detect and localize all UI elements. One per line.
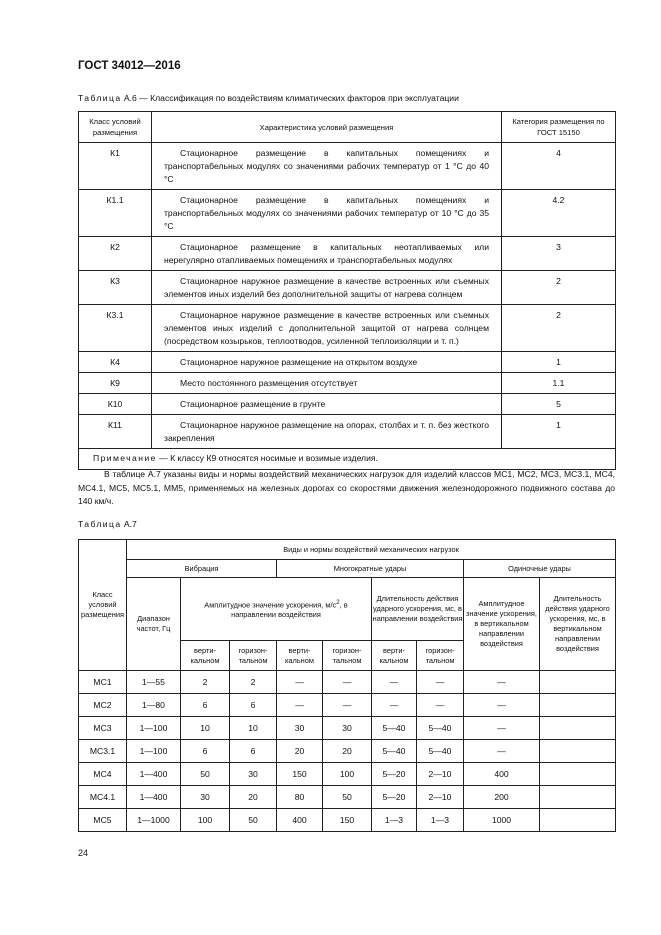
- row-single-duration: [540, 671, 616, 694]
- header-single-amplitude: Амплитудное значение ускорения, в вертикальном направлении воздействия: [464, 578, 540, 671]
- row-multi-horizontal: 150: [323, 809, 372, 832]
- table-row: [79, 717, 616, 740]
- row-single-amplitude: 200: [464, 786, 540, 809]
- table-row: [79, 671, 616, 694]
- row-characteristic-text: Стационарное размещение в грунте: [180, 399, 326, 409]
- row-vib-horizontal: 6: [230, 694, 277, 717]
- row-dur-horizontal: 2—10: [417, 786, 464, 809]
- row-characteristic-text: Место постоянного размещения отсутствует: [180, 378, 358, 388]
- row-vib-horizontal: 20: [230, 786, 277, 809]
- row-class: МС4.1: [79, 786, 127, 809]
- table-row: [79, 237, 616, 271]
- note-text: — К классу К9 относятся носимые и возимые изделия.: [156, 453, 378, 463]
- row-class: МС3.1: [79, 740, 127, 763]
- row-frequency-range: 1—400: [127, 786, 181, 809]
- row-dur-vertical: 5—20: [372, 763, 417, 786]
- header-vibration: Вибрация: [127, 560, 277, 578]
- table-row: [79, 809, 616, 832]
- row-category: 2: [502, 305, 616, 352]
- body-paragraph: [78, 468, 615, 509]
- row-multi-horizontal: 30: [323, 717, 372, 740]
- table-row: [79, 786, 616, 809]
- row-characteristic: [152, 271, 502, 305]
- header-horizontal: горизон-тальном: [323, 641, 372, 671]
- row-multi-horizontal: —: [323, 671, 372, 694]
- row-single-amplitude: —: [464, 717, 540, 740]
- table-row: [79, 763, 616, 786]
- row-class: К1.1: [79, 190, 152, 237]
- row-dur-vertical: 5—40: [372, 740, 417, 763]
- row-multi-horizontal: —: [323, 694, 372, 717]
- row-category: 1: [502, 415, 616, 449]
- row-vib-horizontal: 10: [230, 717, 277, 740]
- row-class: К9: [79, 373, 152, 394]
- row-category: 1: [502, 352, 616, 373]
- table-row: [79, 143, 616, 190]
- row-vib-horizontal: 6: [230, 740, 277, 763]
- row-dur-horizontal: 2—10: [417, 763, 464, 786]
- header-vertical: верти-кальном: [372, 641, 417, 671]
- row-class: МС3: [79, 717, 127, 740]
- row-multi-vertical: 30: [277, 717, 323, 740]
- table-a7-caption: [78, 519, 137, 529]
- row-vib-horizontal: 30: [230, 763, 277, 786]
- row-characteristic-text: Стационарное размещение в капитальных неотапливаемых или нерегулярно отапливаемых помещениях и транспортабельных модулях: [164, 242, 489, 265]
- row-frequency-range: 1—80: [127, 694, 181, 717]
- row-characteristic-text: Стационарное наружное размещение на опорах, столбах и т. п. без жесткого закрепления: [164, 420, 489, 443]
- row-dur-horizontal: —: [417, 694, 464, 717]
- row-class: К11: [79, 415, 152, 449]
- row-characteristic-text: Стационарное наружное размещение в качестве встроенных или съемных элементов иных изделий с дополнительной защитой от нагрева солнцем (посредством козырьков, теплоотводов, усиленной теплоизоляции и т. п.): [164, 310, 489, 346]
- table-row: [79, 305, 616, 352]
- table-row: [79, 694, 616, 717]
- row-category: 2: [502, 271, 616, 305]
- note-label: Примечание: [93, 453, 157, 463]
- header-duration: Длительность действия ударного ускорения, мс, в направлении воздействия: [372, 578, 464, 641]
- row-single-duration: [540, 740, 616, 763]
- caption-label: Таблица: [78, 93, 122, 103]
- table-row: [79, 352, 616, 373]
- row-vib-vertical: 10: [181, 717, 230, 740]
- row-multi-vertical: —: [277, 694, 323, 717]
- caption-label: Таблица: [78, 519, 122, 529]
- header-class: Класс условий размещения: [79, 540, 127, 671]
- row-dur-vertical: —: [372, 671, 417, 694]
- table-a6-body: [79, 143, 616, 449]
- table-row: [79, 394, 616, 415]
- row-characteristic: [152, 143, 502, 190]
- row-frequency-range: 1—100: [127, 740, 181, 763]
- header-single-shocks: Одиночные удары: [464, 560, 616, 578]
- table-a6: [78, 111, 616, 470]
- table-row: [79, 373, 616, 394]
- caption-text: А.6 — Классификация по воздействиям климатических факторов при эксплуатации: [121, 93, 459, 103]
- row-single-amplitude: —: [464, 694, 540, 717]
- table-a7: [78, 539, 616, 832]
- row-frequency-range: 1—100: [127, 717, 181, 740]
- table-a6-note-row: [79, 449, 616, 470]
- header-multiple-shocks: Многократные удары: [277, 560, 464, 578]
- row-single-amplitude: 1000: [464, 809, 540, 832]
- row-multi-vertical: 20: [277, 740, 323, 763]
- row-class: К1: [79, 143, 152, 190]
- row-multi-horizontal: 20: [323, 740, 372, 763]
- header-main: Виды и нормы воздействий механических нагрузок: [127, 540, 616, 560]
- row-class: МС4: [79, 763, 127, 786]
- header-single-duration: Длительность действия ударного ускорения, мс, в вертикальном направлении воздействия: [540, 578, 616, 671]
- row-category: 5: [502, 394, 616, 415]
- table-row: [79, 740, 616, 763]
- table-a7-body: [79, 671, 616, 832]
- row-dur-horizontal: —: [417, 671, 464, 694]
- row-vib-horizontal: 50: [230, 809, 277, 832]
- row-multi-horizontal: 50: [323, 786, 372, 809]
- page-number: 24: [78, 848, 89, 858]
- row-single-duration: [540, 763, 616, 786]
- row-dur-vertical: 1—3: [372, 809, 417, 832]
- header-vertical: верти-кальном: [181, 641, 230, 671]
- header-amplitude-sup: 2: [336, 598, 340, 606]
- body-paragraph-text: В таблице А.7 указаны виды и нормы воздействий механических нагрузок для изделий классов МС1, МС2, МС3, МС3.1, МС4, МС4.1, МС5, МС5.1, ММ5, применяемых на железных дорогах со скоростями движения железнодорожного подвижного состава до 140 км/ч.: [78, 469, 615, 506]
- row-vib-vertical: 2: [181, 671, 230, 694]
- row-dur-horizontal: 5—40: [417, 717, 464, 740]
- row-characteristic-text: Стационарное наружное размещение в качестве встроенных или съемных элементов иных изделий без дополнительной защиты от нагрева солнцем: [164, 276, 489, 299]
- row-multi-vertical: 80: [277, 786, 323, 809]
- row-class: К3.1: [79, 305, 152, 352]
- header-vertical: верти-кальном: [277, 641, 323, 671]
- row-characteristic: [152, 373, 502, 394]
- header-amplitude: [181, 578, 372, 641]
- row-dur-horizontal: 1—3: [417, 809, 464, 832]
- header-horizontal: горизон-тальном: [417, 641, 464, 671]
- row-single-amplitude: —: [464, 671, 540, 694]
- row-frequency-range: 1—55: [127, 671, 181, 694]
- row-dur-vertical: 5—40: [372, 717, 417, 740]
- row-vib-horizontal: 2: [230, 671, 277, 694]
- row-frequency-range: 1—1000: [127, 809, 181, 832]
- row-vib-vertical: 100: [181, 809, 230, 832]
- row-dur-horizontal: 5—40: [417, 740, 464, 763]
- row-class: К3: [79, 271, 152, 305]
- row-class: МС1: [79, 671, 127, 694]
- header-frequency-range: Диапазон частот, Гц: [127, 578, 181, 671]
- row-single-amplitude: 400: [464, 763, 540, 786]
- header-characteristic: Характеристика условий размещения: [152, 112, 502, 143]
- row-single-duration: [540, 786, 616, 809]
- row-single-duration: [540, 809, 616, 832]
- row-category: 4: [502, 143, 616, 190]
- row-dur-vertical: —: [372, 694, 417, 717]
- header-horizontal: горизон-тальном: [230, 641, 277, 671]
- header-amplitude-a: Амплитудное значение ускорения, м/с: [204, 600, 337, 610]
- row-multi-vertical: 400: [277, 809, 323, 832]
- table-a6-caption: [78, 93, 459, 103]
- row-frequency-range: 1—400: [127, 763, 181, 786]
- row-characteristic: [152, 415, 502, 449]
- row-class: К2: [79, 237, 152, 271]
- row-characteristic-text: Стационарное размещение в капитальных помещениях и транспортабельных модулях со значениями рабочих температур от 1 °С до 40 °С: [164, 148, 489, 184]
- row-category: 3: [502, 237, 616, 271]
- row-characteristic: [152, 352, 502, 373]
- document-header: ГОСТ 34012—2016: [78, 60, 181, 72]
- row-characteristic: [152, 190, 502, 237]
- row-class: К4: [79, 352, 152, 373]
- table-row: [79, 190, 616, 237]
- row-multi-horizontal: 100: [323, 763, 372, 786]
- table-a6-header-row: [79, 112, 616, 143]
- row-vib-vertical: 50: [181, 763, 230, 786]
- row-class: МС2: [79, 694, 127, 717]
- row-category: 4.2: [502, 190, 616, 237]
- row-single-duration: [540, 717, 616, 740]
- row-vib-vertical: 6: [181, 740, 230, 763]
- row-characteristic-text: Стационарное наружное размещение на открытом воздухе: [180, 357, 418, 367]
- table-row: [79, 415, 616, 449]
- row-vib-vertical: 30: [181, 786, 230, 809]
- caption-text: А.7: [121, 519, 137, 529]
- table-a6-note: [79, 449, 616, 470]
- row-dur-vertical: 5—20: [372, 786, 417, 809]
- row-characteristic: [152, 237, 502, 271]
- row-class: МС5: [79, 809, 127, 832]
- row-characteristic-text: Стационарное размещение в капитальных помещениях и транспортабельных модулях со значениями рабочих температур от 10 °С до 35 °С: [164, 195, 489, 231]
- row-single-duration: [540, 694, 616, 717]
- header-category: Категория размещения по ГОСТ 15150: [502, 112, 616, 143]
- header-class: Класс условий размещения: [79, 112, 152, 143]
- row-single-amplitude: —: [464, 740, 540, 763]
- row-multi-vertical: 150: [277, 763, 323, 786]
- header-amplitude-b: , в направлении воздействия: [231, 600, 348, 620]
- row-multi-vertical: —: [277, 671, 323, 694]
- row-characteristic: [152, 394, 502, 415]
- row-characteristic: [152, 305, 502, 352]
- row-vib-vertical: 6: [181, 694, 230, 717]
- row-category: 1.1: [502, 373, 616, 394]
- table-row: [79, 271, 616, 305]
- row-class: К10: [79, 394, 152, 415]
